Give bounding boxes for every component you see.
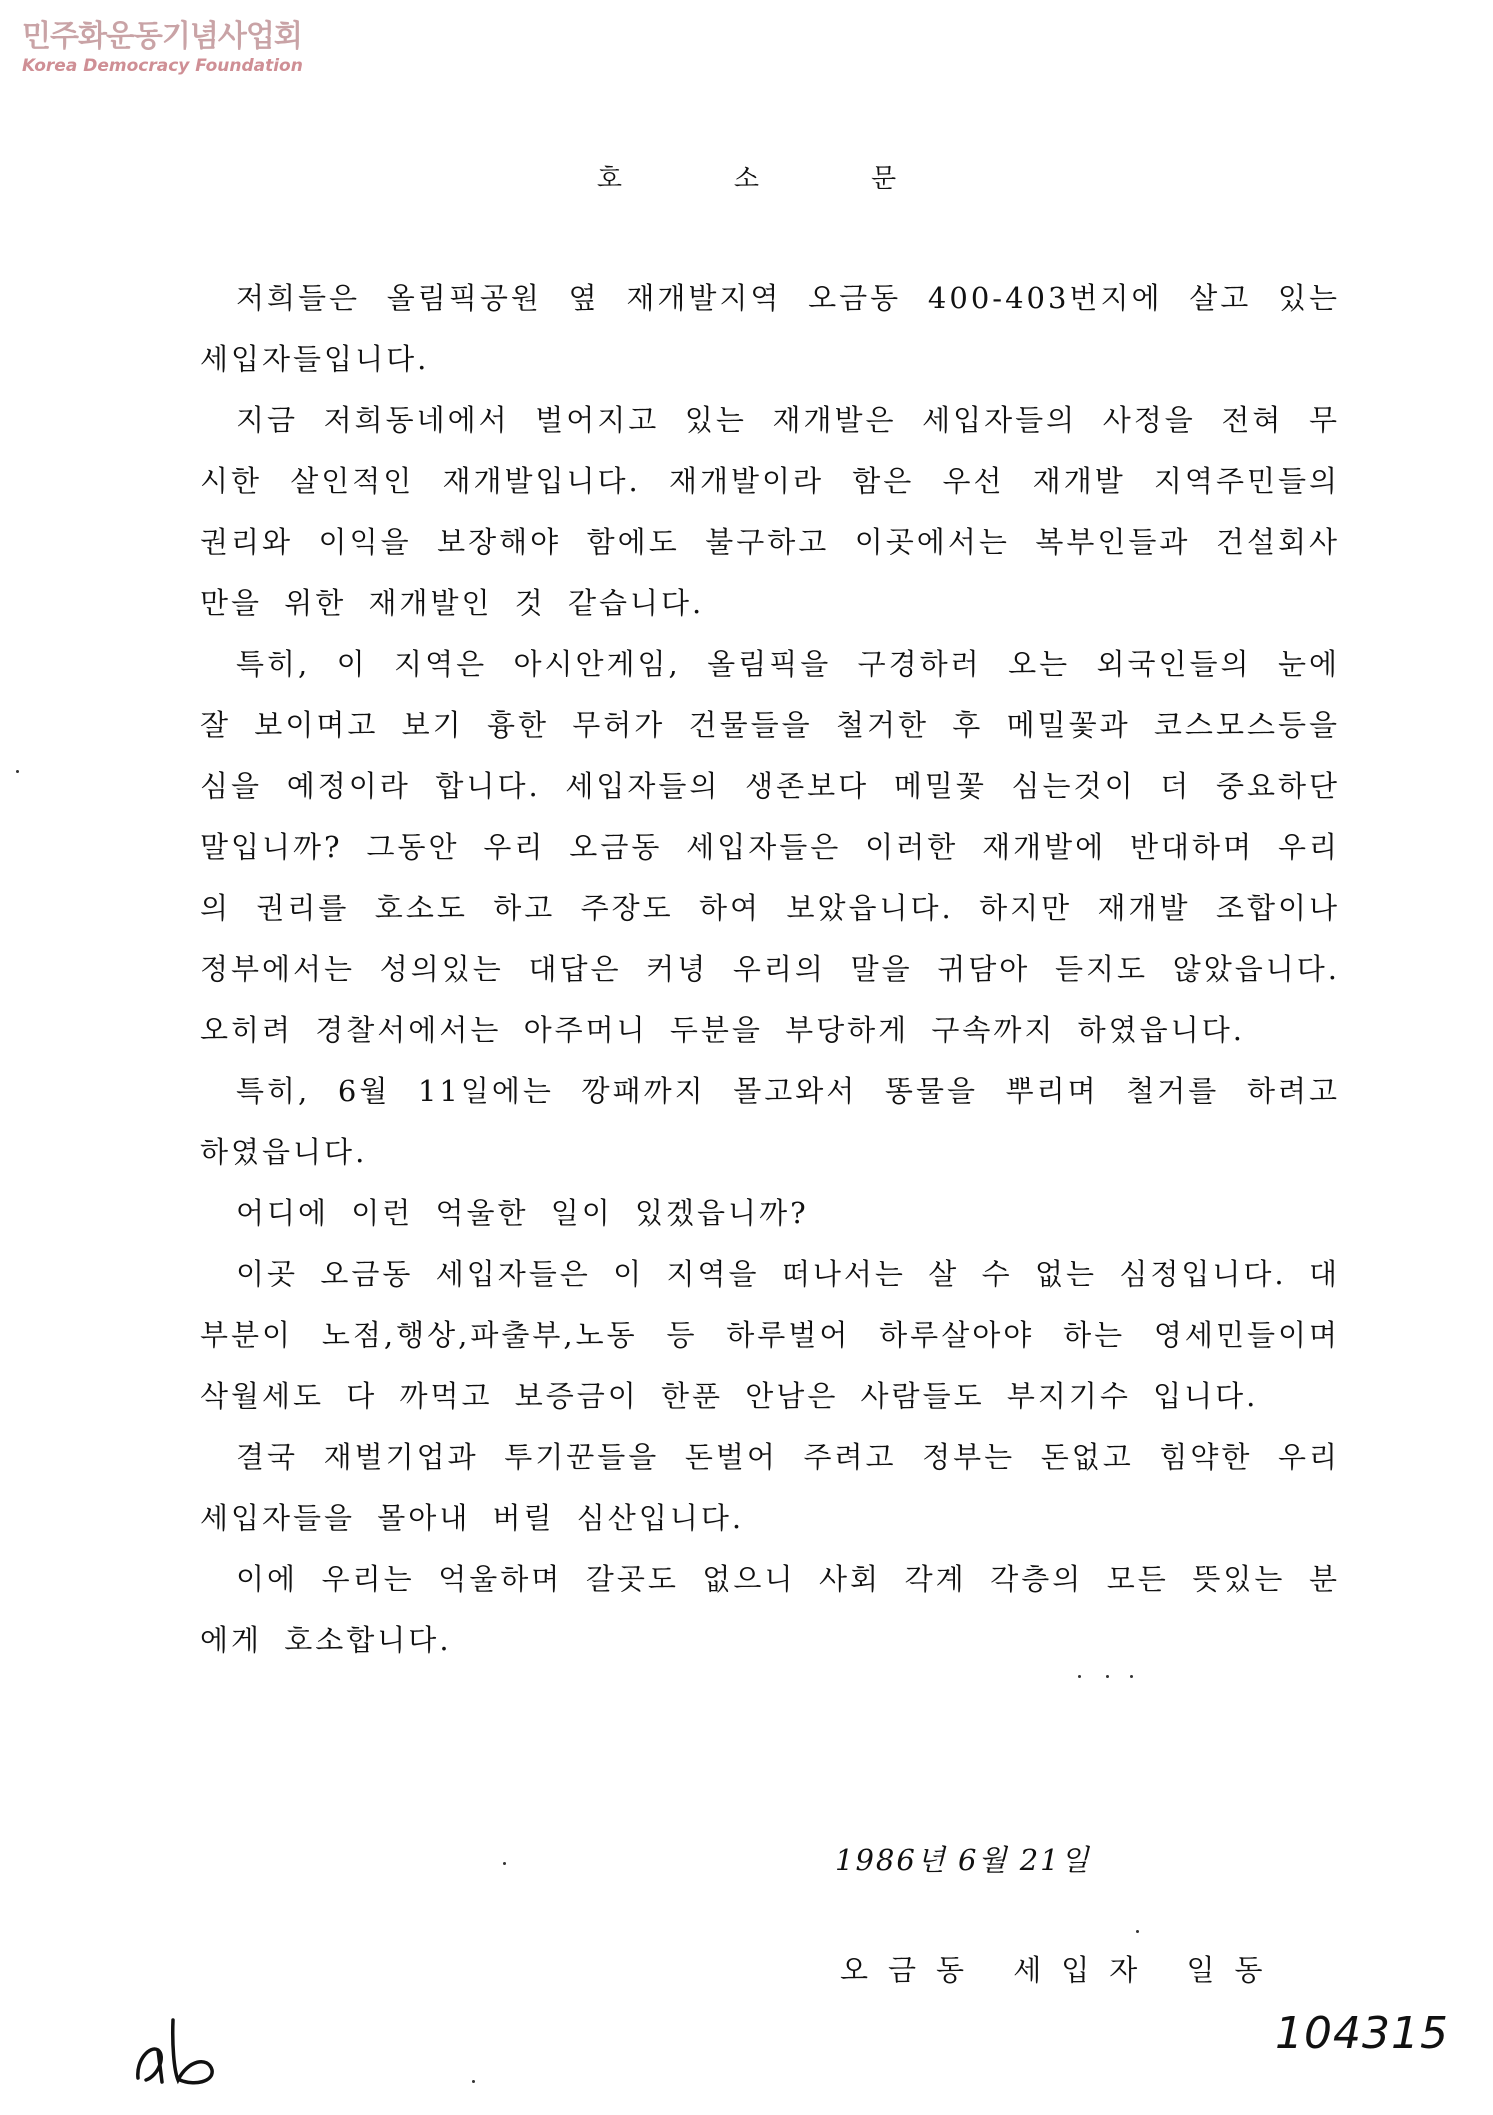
scan-speck xyxy=(503,1862,506,1865)
paragraph-7: 결국 재벌기업과 투기꾼들을 돈벌어 주려고 정부는 돈없고 힘약한 우리세입자들을 몰아내 버릴 심산입니다. xyxy=(200,1440,1340,1535)
document-date: 1986년 6월 21일 xyxy=(835,1843,1091,1877)
paragraph-5: 어디에 이런 억울한 일이 있겠읍니까? xyxy=(236,1196,809,1230)
paragraph-2: 지금 저희동네에서 벌어지고 있는 재개발은 세입자들의 사정을 전혀 무시한 살인적인 재개발입니다. 재개발이라 함은 우선 재개발 지역주민들의 권리와 이익을 보장해야 함에도 불구하고 이곳에서는 복부인들과 건설회사만을 위한 재개발인 것 같습니다. xyxy=(200,403,1340,620)
scan-speck xyxy=(1136,1930,1139,1933)
paragraph-8: 이에 우리는 억울하며 갈곳도 없으니 사회 각계 각층의 모든 뜻있는 분에게 호소합니다. xyxy=(200,1562,1340,1657)
watermark-logo xyxy=(22,20,303,76)
scan-speck xyxy=(472,2080,475,2083)
paragraph-6: 이곳 오금동 세입자들은 이 지역을 떠나서는 살 수 없는 심정입니다. 대부분이 노점,행상,파출부,노동 등 하루벌어 하루살아야 하는 영세민들이며 삭월세도 다 까먹고 보증금이 한푼 안남은 사람들도 부지기수 입니다. xyxy=(200,1257,1340,1413)
scan-speck xyxy=(1106,1675,1109,1678)
handwritten-initials xyxy=(128,1990,238,2090)
scan-speck xyxy=(16,770,19,773)
paragraph-4: 특히, 6월 11일에는 깡패까지 몰고와서 똥물을 뿌리며 철거를 하려고 하였읍니다. xyxy=(200,1074,1340,1169)
document-title: 호소문 xyxy=(596,164,1009,194)
document-signer: 오금동 세입자 일동 xyxy=(840,1953,1283,1987)
handwritten-number: 104315 xyxy=(1275,2008,1449,2059)
document-body xyxy=(200,268,1340,1671)
scan-speck xyxy=(1130,1675,1133,1678)
scan-speck xyxy=(1078,1675,1081,1678)
paragraph-1: 저희들은 올림픽공원 옆 재개발지역 오금동 400-403번지에 살고 있는 세입자들입니다. xyxy=(200,281,1340,376)
paragraph-3: 특히, 이 지역은 아시안게임, 올림픽을 구경하러 오는 외국인들의 눈에 잘 보이며고 보기 흉한 무허가 건물들을 철거한 후 메밀꽃과 코스모스등을 심을 예정이라 합니다. 세입자들의 생존보다 메밀꽃 심는것이 더 중요하단 말입니까? 그동안 우리 오금동 세입자들은 이러한 재개발에 반대하며 우리의 권리를 호소도 하고 주장도 하여 보았읍니다. 하지만 재개발 조합이나 정부에서는 성의있는 대답은 커녕 우리의 말을 귀담아 듣지도 않았읍니다. 오히려 경찰서에서는 아주머니 두분을 부당하게 구속까지 하였읍니다. xyxy=(200,647,1340,1047)
watermark-english: Korea Democracy Foundation xyxy=(22,56,303,76)
watermark-korean: 민주화운동기념사업회 xyxy=(22,19,302,54)
